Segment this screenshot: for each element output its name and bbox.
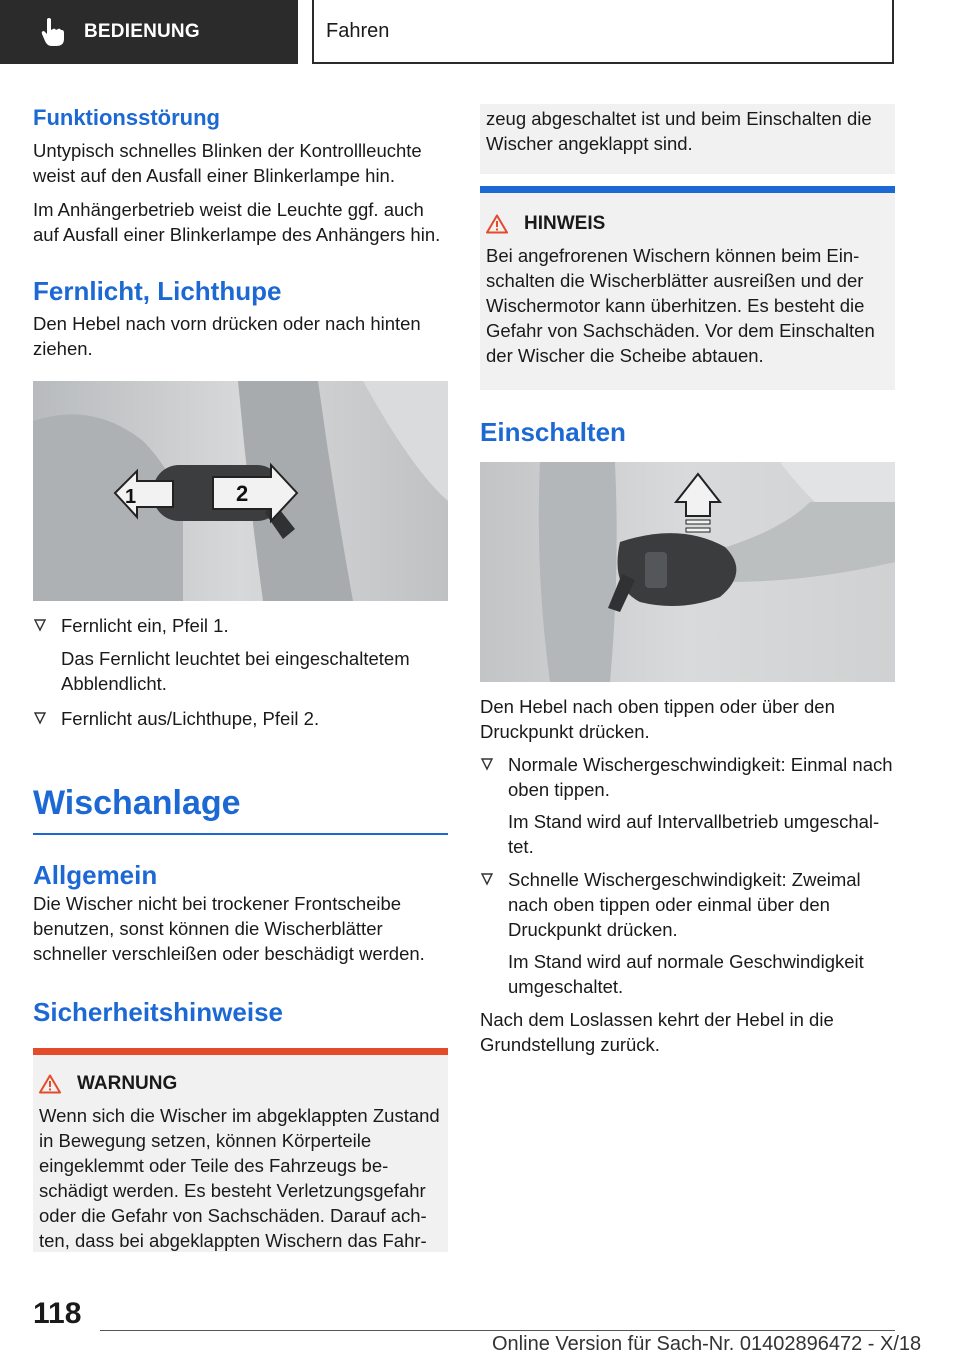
bullet-list-fernlicht — [33, 613, 448, 731]
hand-pointer-icon — [40, 17, 66, 47]
paragraph: Untypisch schnelles Blinken der Kontrollleuchte weist auf den Ausfall einer Blinkerlampe hin. — [33, 140, 422, 186]
footer-online-version: Online Version für Sach-Nr. 01402896472 - X/18 — [492, 1333, 922, 1355]
footer-rule — [100, 1330, 895, 1331]
heading-wischanlage: Wischanlage — [33, 784, 241, 822]
hinweis-box — [480, 186, 895, 390]
list-item-text: Normale Wischergeschwindigkeit: Einmal nach oben tippen. — [508, 754, 893, 800]
warning-box — [33, 1048, 448, 1252]
heading-sicherheitshinweise: Sicherheitshinweise — [33, 997, 283, 1027]
figure-fernlicht-lever — [33, 381, 448, 601]
warning-triangle-icon — [39, 1074, 61, 1094]
list-item — [33, 613, 448, 696]
paragraph: Nach dem Loslassen kehrt der Hebel in die Grundstellung zurück. — [480, 1009, 834, 1055]
warning-title: WARNUNG — [77, 1073, 178, 1094]
list-item — [33, 706, 448, 731]
section-title: Fahren — [326, 19, 390, 42]
paragraph: Den Hebel nach vorn drücken oder nach hinten ziehen. — [33, 313, 421, 359]
triangle-bullet-icon — [480, 757, 494, 771]
warning-title-row — [39, 1073, 442, 1095]
hinweis-title: HINWEIS — [524, 213, 606, 234]
hinweis-title-row — [486, 213, 889, 235]
warning-box-continued — [480, 104, 895, 174]
warning-text: Wenn sich die Wischer im abgeklappten Zustand in Bewegung setzen, können Körperteile eingeklemmt oder Teile des Fahrzeugs beschädigt werden. Es besteht Verletzungsgefahr oder die Gefahr von Sachschäden. Darauf achten, dass bei abgeklappten Wischern das Fahr- — [39, 1105, 440, 1251]
heading-einschalten: Einschalten — [480, 417, 626, 447]
hinweis-text: Bei angefrorenen Wischern können beim Einschalten die Wischerblätter ausreißen und der Wischermotor kann überhitzen. Es besteht die Gefahr von Sachschäden. Vor dem Einschalten der Wischer die Scheibe abtauen. — [486, 245, 875, 366]
triangle-bullet-icon — [480, 872, 494, 886]
paragraph: Den Hebel nach oben tippen oder über den Druckpunkt drücken. — [480, 696, 835, 742]
list-item — [480, 867, 895, 999]
left-column — [33, 104, 448, 1252]
header-tab-label: BEDIENUNG — [84, 21, 200, 42]
section-rule — [33, 833, 448, 835]
list-item-subtext: Im Stand wird auf Intervallbetrieb umgeschaltet. — [508, 811, 880, 857]
figure-label-2: 2 — [236, 481, 249, 506]
bullet-list-einschalten — [480, 752, 895, 999]
heading-allgemein: Allgemein — [33, 860, 158, 890]
warning-triangle-icon — [486, 214, 508, 234]
lever-illustration — [33, 381, 448, 601]
list-item-subtext: Das Fernlicht leuchtet bei eingeschaltetem Abblendlicht. — [61, 648, 410, 694]
header-tab — [0, 0, 298, 64]
figure-label-1: 1 — [125, 486, 137, 508]
header-section — [312, 0, 894, 64]
list-item-text: Schnelle Wischergeschwindigkeit: Zweimal nach oben tippen oder einmal über den Druckpunkt drücken. — [508, 869, 861, 940]
wiper-lever-illustration — [480, 462, 895, 682]
warning-text-continued: zeug abgeschaltet ist und beim Einschalten die Wischer angeklappt sind. — [486, 108, 872, 154]
list-item-subtext: Im Stand wird auf normale Geschwindigkeit umgeschaltet. — [508, 951, 864, 997]
list-item-text: Fernlicht aus/Lichthupe, Pfeil 2. — [61, 708, 320, 729]
heading-fernlicht: Fernlicht, Lichthupe — [33, 276, 282, 306]
paragraph: Die Wischer nicht bei trockener Frontscheibe benutzen, sonst können die Wischerblätter schneller verschleißen oder beschädigt werden. — [33, 893, 425, 964]
right-column — [480, 104, 895, 1057]
figure-einschalten-lever — [480, 462, 895, 682]
heading-funktionsstoerung: Funktionsstörung — [33, 105, 220, 130]
paragraph: Im Anhängerbetrieb weist die Leuchte ggf. auch auf Ausfall einer Blinkerlampe des Anhängers hin. — [33, 199, 441, 245]
page-number: 118 — [33, 1297, 82, 1330]
triangle-bullet-icon — [33, 711, 47, 725]
list-item-text: Fernlicht ein, Pfeil 1. — [61, 615, 229, 636]
triangle-bullet-icon — [33, 618, 47, 632]
list-item — [480, 752, 895, 859]
